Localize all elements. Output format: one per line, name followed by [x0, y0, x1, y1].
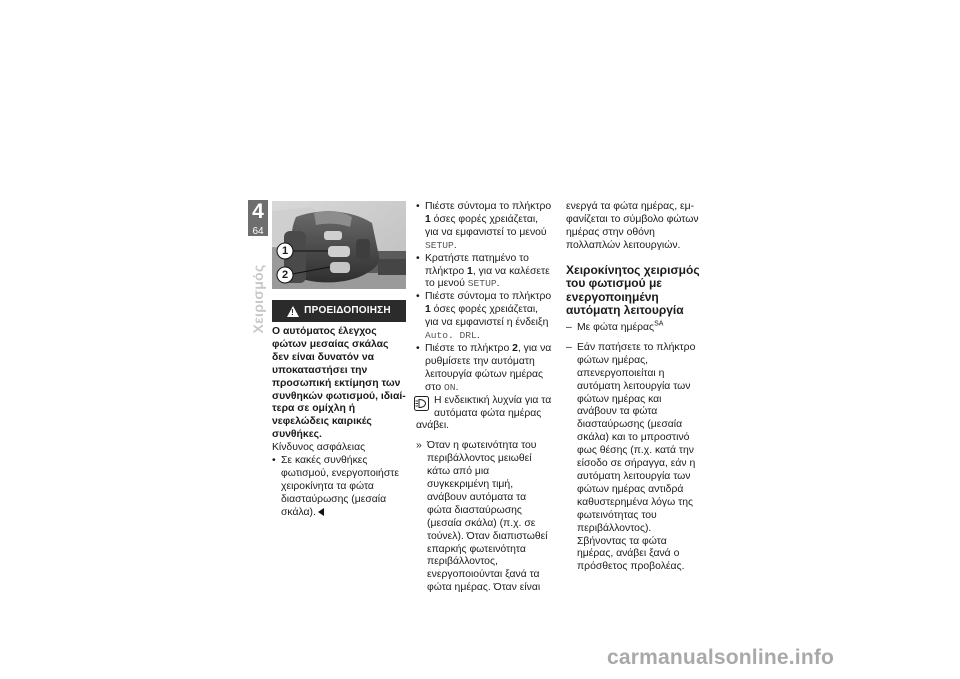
side-chapter-title: Χειρισμός	[250, 264, 266, 334]
page-number: 64	[252, 226, 264, 237]
chapter-number: 4	[252, 200, 264, 223]
warning-heading: Ο αυτόματος έλεγχος φώτων μεσαίας σκάλας δεν είναι δυνατόν να υποκαταστήσει την προσωπική εκτίμηση των συνθηκών φωτισμού, ιδιαίτερα σε ομίχλη ή νεφελώδεις καιρικές συνθήκες.	[272, 326, 406, 441]
step-3: • Πιέστε σύντομα το πλήκτρο 1 όσες φορές χρειάζεται, για να εμφανιστεί η ένδειξη Auto. DRL.	[416, 291, 552, 343]
warning-risk: Κίνδυνος ασφάλειας	[272, 442, 366, 454]
column-1	[272, 300, 406, 520]
continuation-text: ενεργά τα φώτα ημέρας, εμφανίζεται το σύμβολο φώτων ημέρας στην οθόνη πολλαπλών λειτουργιών.	[566, 201, 699, 251]
watermark: carmanualsonline.info	[607, 646, 835, 669]
callout-2: 2	[281, 269, 289, 281]
indicator-note: Η ενδεικτική λυχνία για τα αυτόματα φώτα ημέρας	[414, 395, 552, 421]
warning-bullet: • Σε κακές συνθήκες φωτισμού, ενεργοποιήστε χειροκίνητα τα φώτα διασταύρωσης (μεσαία σκάλα).	[272, 455, 406, 520]
warning-triangle-icon	[287, 306, 299, 317]
column-3	[566, 201, 702, 574]
step-1: • Πιέστε σύντομα το πλήκτρο 1 όσες φορές χρειάζεται, για να εμφανιστεί το μενού SETUP.	[416, 201, 552, 253]
step-2: • Κρατήστε πατημένο το πλήκτρο 1, για να καλέσετε το μενού SETUP.	[416, 253, 552, 292]
handlebar-switch-photo	[272, 201, 406, 289]
warning-label: ΠΡΟΕΙΔΟΠΟΙΗΣΗ	[304, 304, 391, 316]
indicator-note-cont: ανάβει.	[416, 420, 450, 432]
column-2	[416, 201, 552, 595]
instruction-item: – Εάν πατήσετε το πλήκτρο φώτων ημέρας, απενεργοποιείται η αυτόματη λειτουργία των φώτων ημέρας και ανάβουν τα φώτα διασταύρωσης (μεσαία σκάλα) και το μπροστινό φως θέσης (π.χ. κατά την είσοδο σε σήραγγα, εάν η αυτόματη λειτουργία των φώτων ημέρας αντιδρά καθυστερημένα λόγω της φωτεινότητας του περιβάλλοντος). Σβήνοντας τα φώτα ημέρας, ανάβει ξανά ο πρόσθετος προβολέας.	[566, 342, 702, 574]
step-4: • Πιέστε το πλήκτρο 2, για να ρυθμίσετε την αυτόματη λειτουργία φώτων ημέρας στο ON.	[416, 343, 552, 395]
section-heading: Χειροκίνητος χειρισμός του φωτισμού με ενεργοποιημένη αυτόματη λειτουργία	[566, 262, 700, 318]
warning-banner	[272, 300, 406, 322]
end-marker-icon	[318, 508, 324, 516]
result-text: » Όταν η φωτεινότητα του περιβάλλοντος μειωθεί κάτω από μια συγκεκριμένη τιμή, ανάβουν αυτόματα τα φώτα διασταύρωσης (μεσαία σκάλα) (π.χ. σε τούνελ). Όταν διαπιστωθεί επαρκής φωτεινότητα περιβάλλοντος, ενεργοποιούνται ξανά τα φώτα ημέρας. Όταν είναι	[416, 440, 552, 595]
condition-item: – Με φώτα ημέρας$^{SA}$	[566, 322, 702, 335]
callout-1: 1	[281, 245, 289, 257]
auto-daylight-indicator-icon	[414, 396, 429, 411]
